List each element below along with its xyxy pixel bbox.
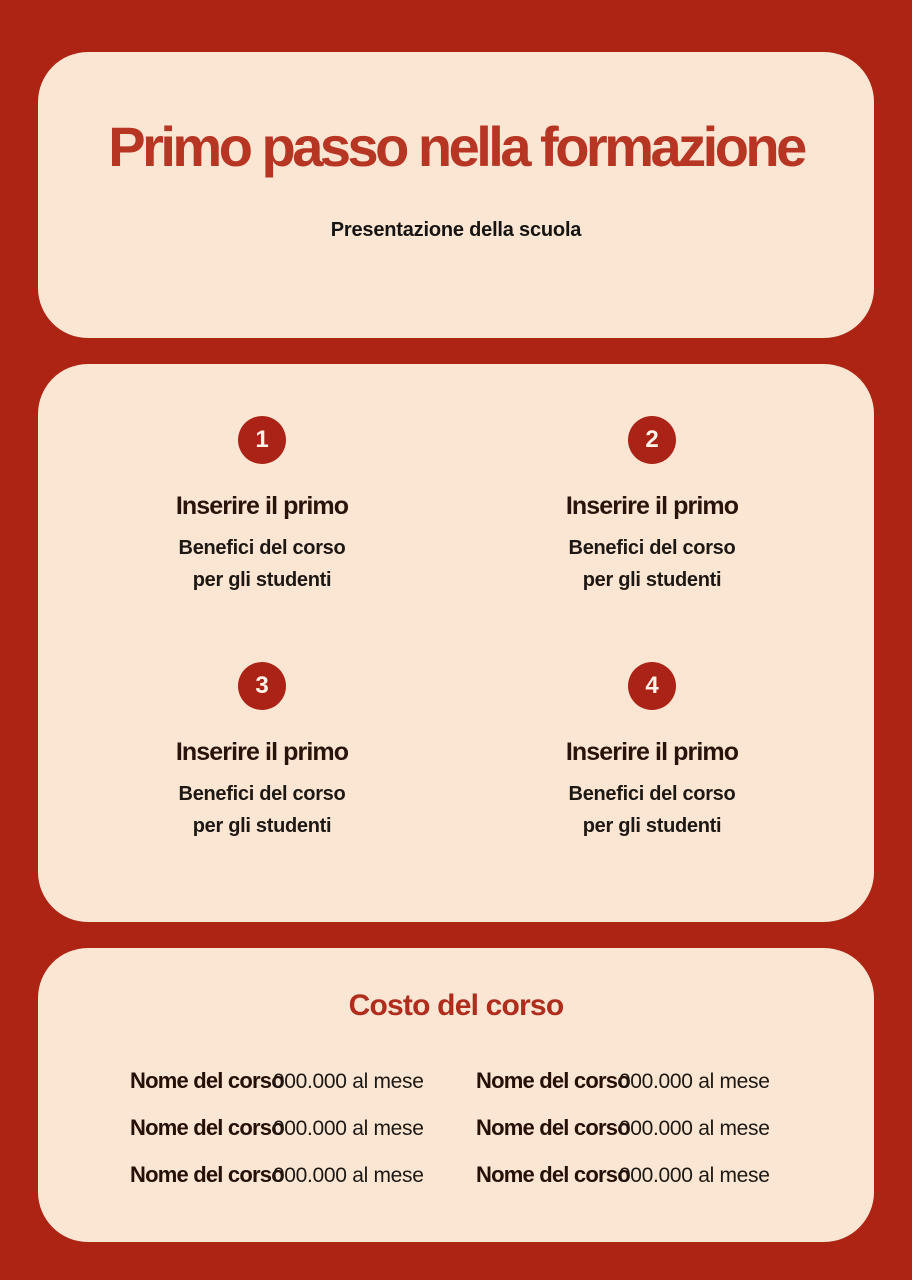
- benefit-number-badge: [628, 662, 676, 710]
- course-name: Nome del corso: [476, 1068, 630, 1093]
- price-row: [476, 1162, 822, 1191]
- course-price: 000.000 al mese: [618, 1164, 770, 1187]
- course-name: Nome del corso: [476, 1162, 630, 1187]
- price-row: [476, 1115, 822, 1144]
- benefit-heading: Inserire il primo: [565, 738, 739, 766]
- course-price: 000.000 al mese: [618, 1117, 770, 1140]
- benefit-number-badge: [238, 416, 286, 464]
- benefit-text-line: per gli studenti: [192, 815, 332, 837]
- page-subtitle: Presentazione della scuola: [330, 219, 582, 242]
- course-name: Nome del corso: [130, 1068, 284, 1093]
- benefit-item-3: [67, 662, 457, 842]
- course-name: Nome del corso: [130, 1162, 284, 1187]
- course-name: Nome del corso: [476, 1115, 630, 1140]
- pricing-grid: [38, 1068, 874, 1191]
- benefit-text-line: Benefici del corso: [178, 537, 346, 559]
- pricing-card: [38, 948, 874, 1242]
- course-price: 000.000 al mese: [272, 1117, 424, 1140]
- benefits-grid: [67, 416, 874, 842]
- benefits-card: [38, 364, 874, 922]
- benefit-heading: Inserire il primo: [565, 492, 739, 520]
- benefit-number: 2: [645, 426, 659, 453]
- benefit-item-2: [457, 416, 847, 596]
- benefit-heading: Inserire il primo: [175, 738, 349, 766]
- benefit-number: 3: [255, 672, 269, 699]
- benefit-text-line: Benefici del corso: [568, 783, 736, 805]
- benefit-item-1: [67, 416, 457, 596]
- price-row: [130, 1162, 476, 1191]
- benefit-number-badge: [238, 662, 286, 710]
- header-card: [38, 52, 874, 338]
- price-row: [130, 1068, 476, 1097]
- benefit-text-line: Benefici del corso: [178, 783, 346, 805]
- benefit-number: 1: [255, 426, 269, 453]
- course-price: 000.000 al mese: [272, 1164, 424, 1187]
- course-name: Nome del corso: [130, 1115, 284, 1140]
- benefit-item-4: [457, 662, 847, 842]
- benefit-text-line: per gli studenti: [582, 569, 722, 591]
- pricing-title: Costo del corso: [348, 989, 564, 1022]
- benefit-heading: Inserire il primo: [175, 492, 349, 520]
- benefit-number-badge: [628, 416, 676, 464]
- course-price: 000.000 al mese: [618, 1070, 770, 1093]
- course-price: 000.000 al mese: [272, 1070, 424, 1093]
- benefit-number: 4: [645, 672, 659, 699]
- page-title: Primo passo nella formazione: [108, 115, 804, 178]
- benefit-text-line: per gli studenti: [582, 815, 722, 837]
- benefit-text-line: Benefici del corso: [568, 537, 736, 559]
- price-row: [130, 1115, 476, 1144]
- price-row: [476, 1068, 822, 1097]
- benefit-text-line: per gli studenti: [192, 569, 332, 591]
